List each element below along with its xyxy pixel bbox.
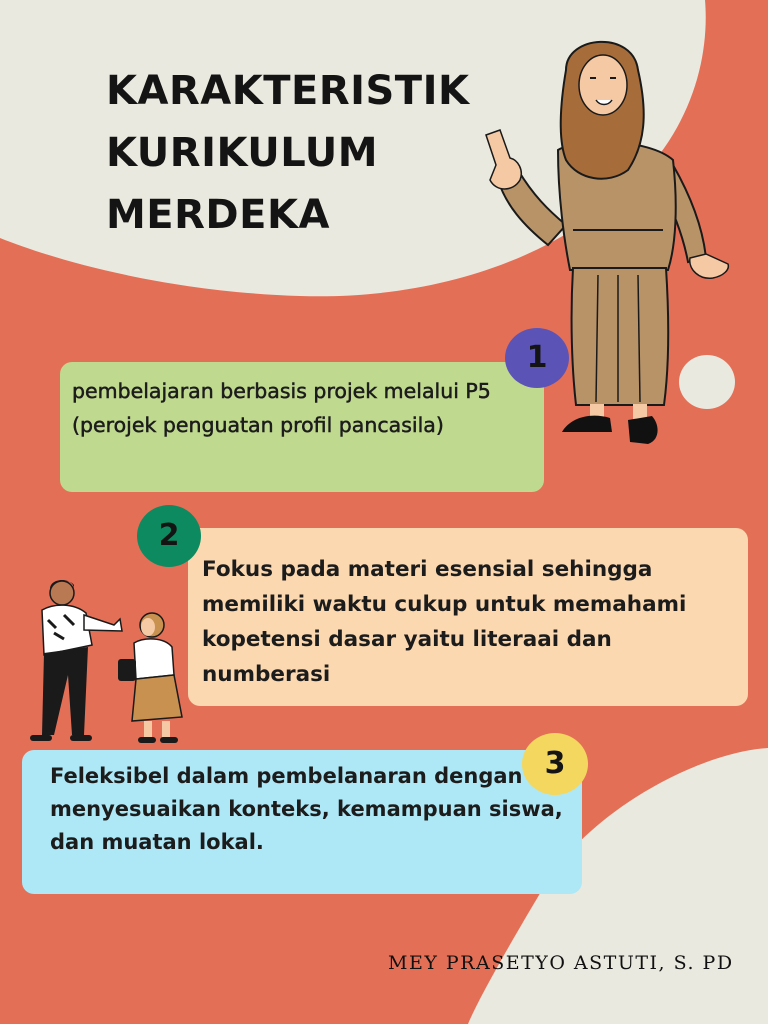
point-card-2 [188,528,748,706]
number-badge-1: 1 [505,328,569,388]
title-line-3: MERDEKA [106,192,330,238]
title-line-1: KARAKTERISTIK [106,68,470,114]
point-card-1 [60,362,544,492]
point-text-2: Fokus pada materi esensial sehingga memiliki waktu cukup untuk memahami kopetensi dasar yaitu literaai dan numberasi [202,557,687,687]
title-line-2: KURIKULUM [106,130,379,176]
point-card-3 [22,750,582,894]
page-title [106,60,469,246]
point-text-1: pembelajaran berbasis projek melalui P5 (perojek penguatan profil pancasila) [72,379,491,437]
number-badge-2: 2 [137,505,201,567]
students-illustration [24,575,194,750]
point-text-3: Feleksibel dalam pembelanaran dengan menyesuaikan konteks, kemampuan siswa, dan muatan lokal. [50,764,563,854]
number-badge-3: 3 [522,733,588,795]
author-name: MEY PRASETYO ASTUTI, S. PD [388,952,734,974]
